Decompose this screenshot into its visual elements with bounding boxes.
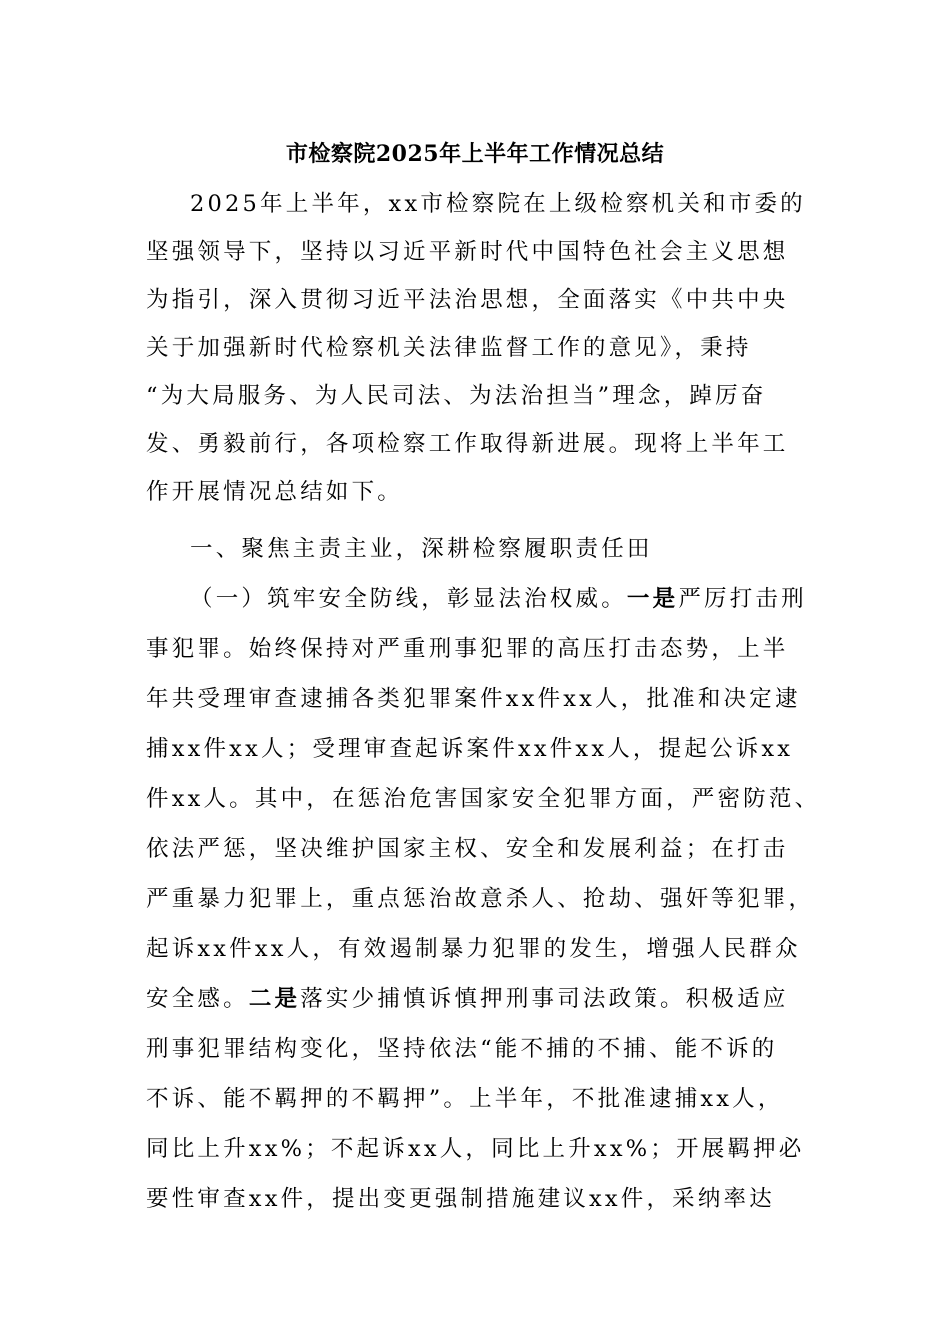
subsection-heading: （一）筑牢安全防线，彰显法治权威。: [190, 586, 627, 612]
paragraph-line: 要性审查xx件，提出变更强制措施建议xx件，采纳率达: [146, 1186, 775, 1212]
paragraph-line: 发、勇毅前行，各项检察工作取得新进展。现将上半年工: [146, 431, 789, 457]
paragraph-line: 事犯罪。始终保持对严重刑事犯罪的高压打击态势，上半: [146, 636, 789, 662]
paragraph-line: 起诉xx件xx人，有效遏制暴力犯罪的发生，增强人民群众: [146, 936, 801, 962]
line-text: 落实少捕慎诉慎押刑事司法政策。积极适应: [300, 986, 789, 1012]
paragraph-line: 作开展情况总结如下。: [146, 479, 404, 505]
paragraph-line: 同比上升xx%；不起诉xx人，同比上升xx%；开展羁押必: [146, 1136, 805, 1162]
paragraph-line: [146, 981, 789, 1017]
line-text: 安全感。: [146, 986, 249, 1012]
document-title: 市检察院2025年上半年工作情况总结: [285, 141, 665, 167]
bold-lead: 一是: [626, 586, 679, 612]
paragraph-line: 件xx人。其中，在惩治危害国家安全犯罪方面，严密防范、: [146, 786, 821, 812]
bold-lead: 二是: [248, 986, 301, 1012]
paragraph-line: 年共受理审查逮捕各类犯罪案件xx件xx人，批准和决定逮: [146, 686, 801, 712]
line-text: 严厉打击刑: [678, 586, 807, 612]
paragraph-line: 为指引，深入贯彻习近平法治思想，全面落实《中共中央: [146, 287, 789, 313]
paragraph-line: 刑事犯罪结构变化，坚持依法“能不捕的不捕、能不诉的: [146, 1036, 778, 1062]
paragraph-line: “为大局服务、为人民司法、为法治担当”理念，踔厉奋: [146, 383, 767, 409]
paragraph-line: 捕xx件xx人；受理审查起诉案件xx件xx人，提起公诉xx: [146, 736, 794, 762]
section-heading: 一、聚焦主责主业，深耕检察履职责任田: [190, 536, 653, 562]
paragraph-line: [190, 581, 807, 617]
paragraph-line: 不诉、能不羁押的不羁押”。上半年，不批准逮捕xx人，: [146, 1086, 784, 1112]
paragraph-line: 严重暴力犯罪上，重点惩治故意杀人、抢劫、强奸等犯罪，: [146, 886, 815, 912]
paragraph-line: 依法严惩，坚决维护国家主权、安全和发展利益；在打击: [146, 836, 789, 862]
paragraph-line: 关于加强新时代检察机关法律监督工作的意见》，秉持: [146, 335, 752, 361]
paragraph-line: 坚强领导下，坚持以习近平新时代中国特色社会主义思想: [146, 239, 789, 265]
paragraph-line: 2025年上半年，xx市检察院在上级检察机关和市委的: [190, 191, 806, 217]
